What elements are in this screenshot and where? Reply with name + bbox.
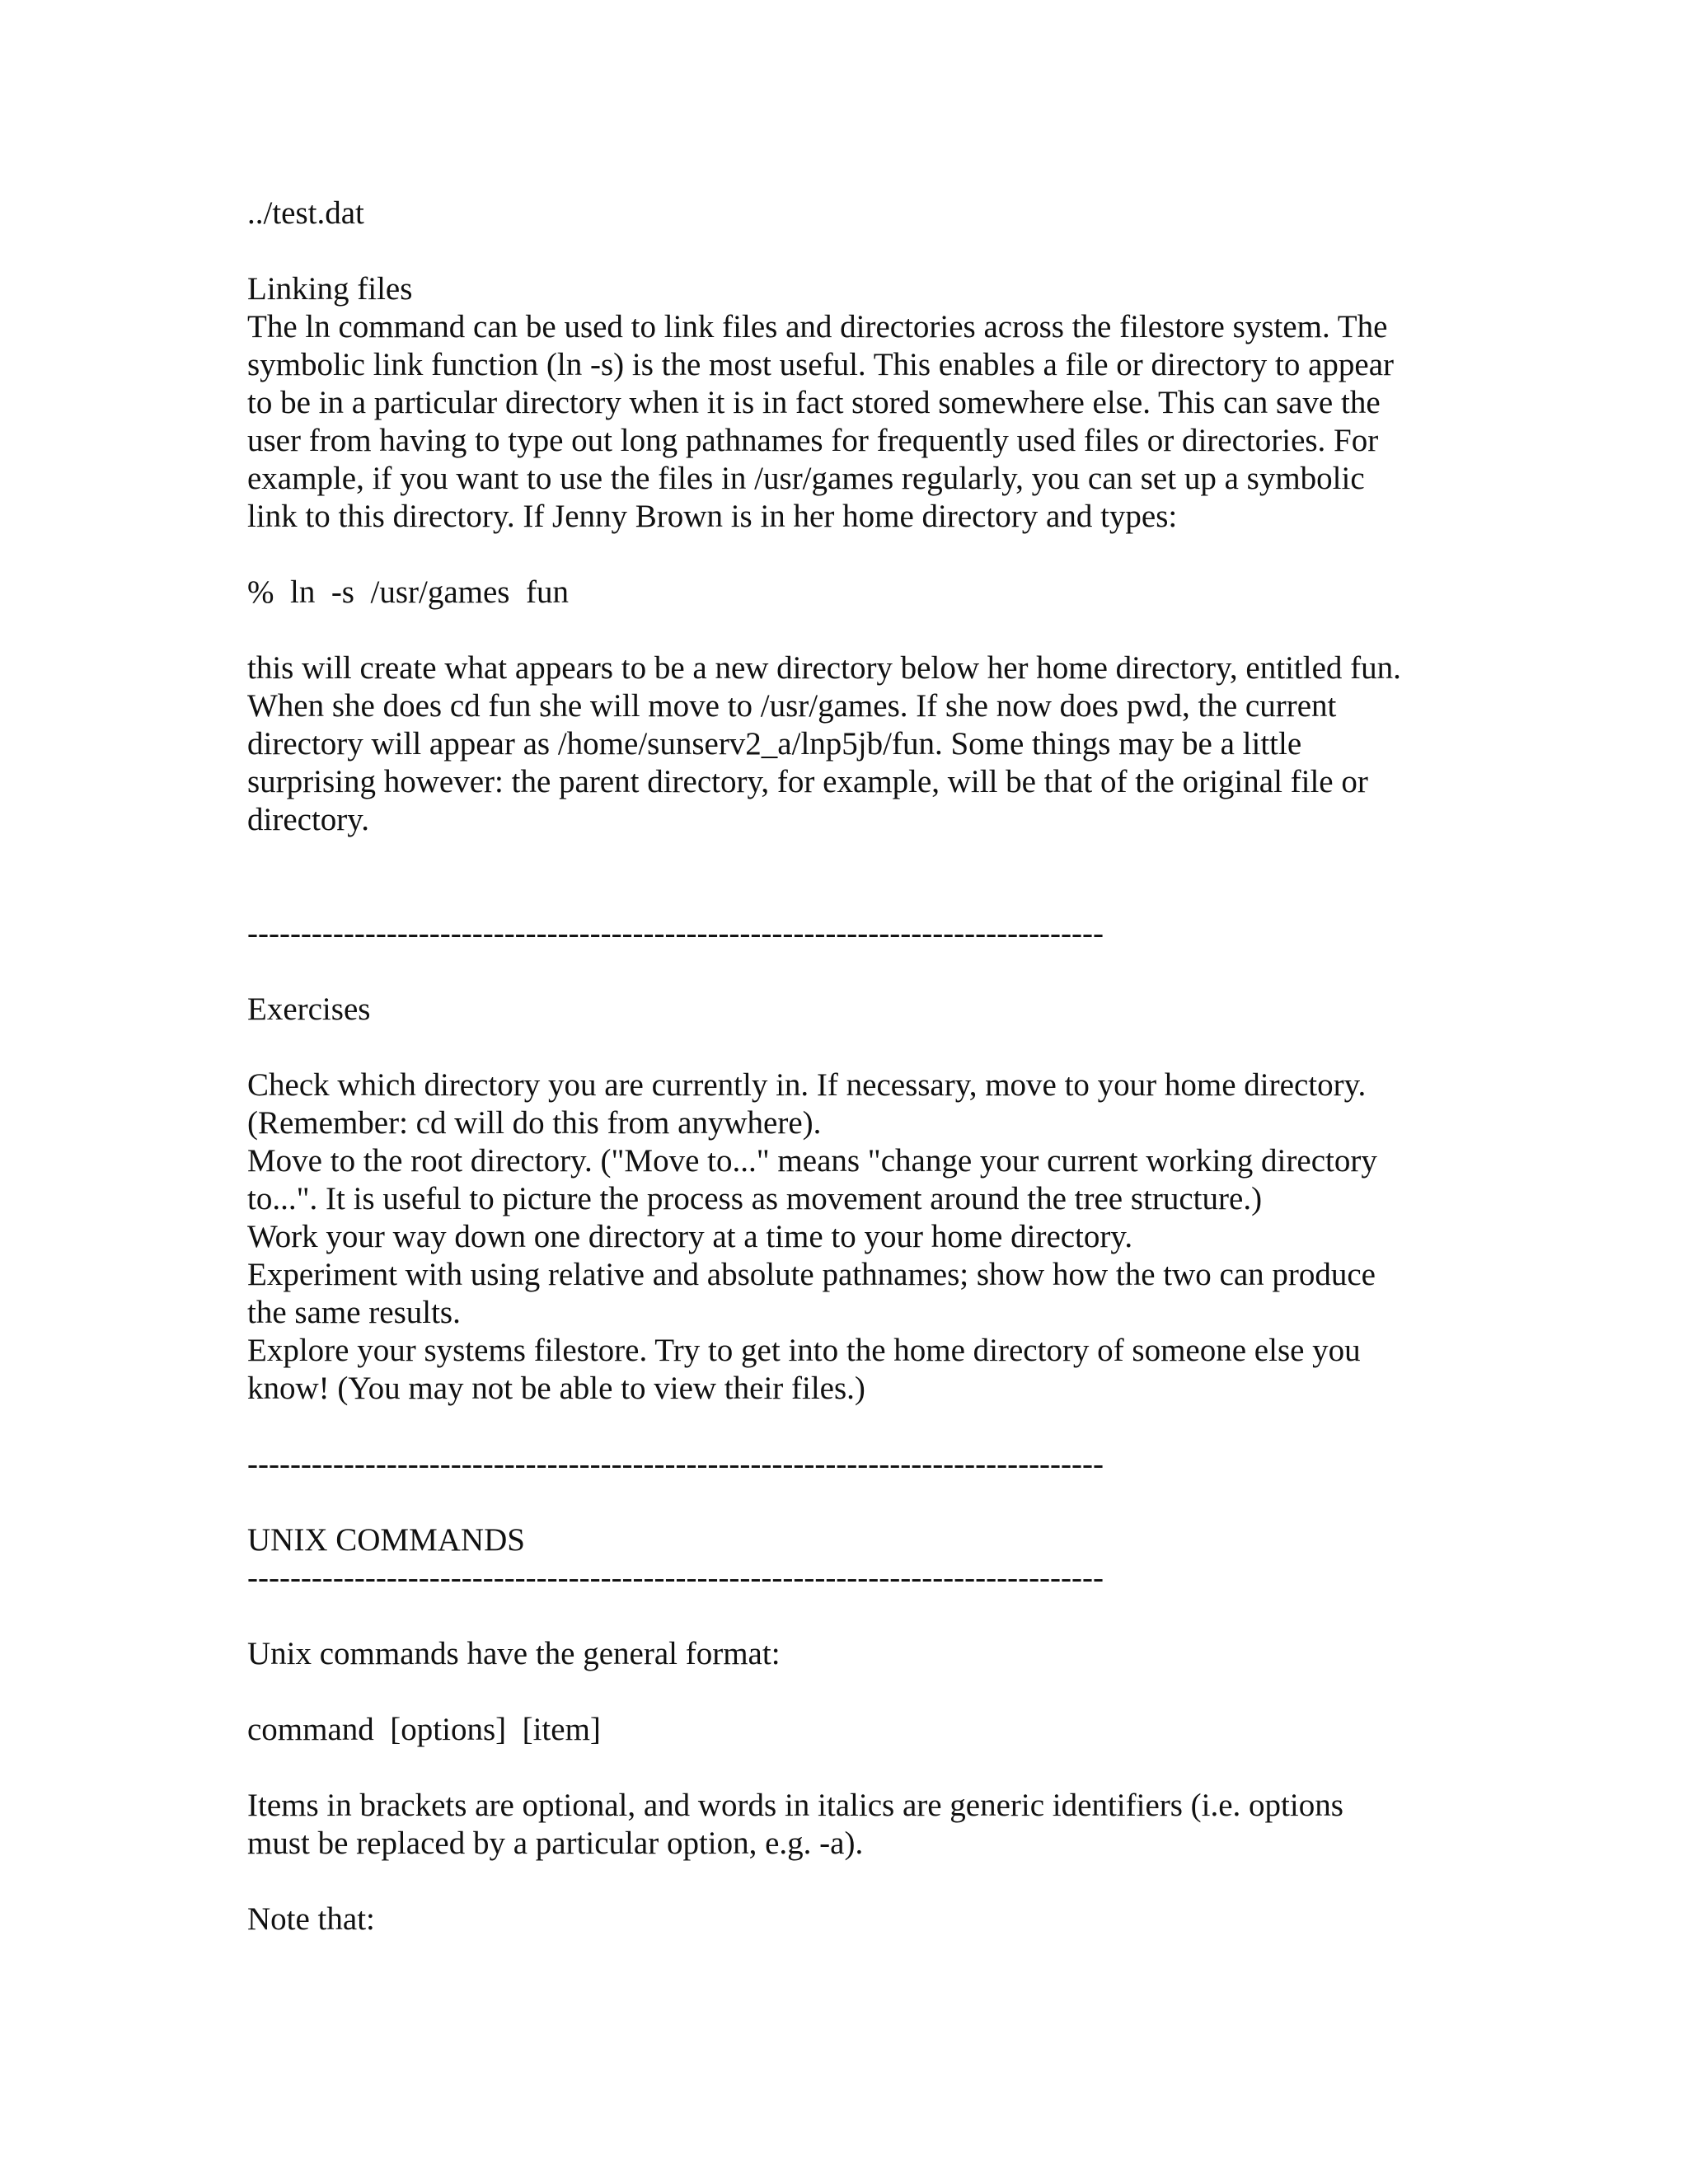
exercise-line: know! (You may not be able to view their files.) — [247, 1371, 865, 1406]
exercise-line: Work your way down one directory at a time to your home directory. — [247, 1219, 1133, 1254]
exercise-line: (Remember: cd will do this from anywhere). — [247, 1105, 822, 1141]
exercise-line: Experiment with using relative and absolute pathnames; show how the two can produce — [247, 1257, 1376, 1292]
separator-rule: -------------------------------------------------------------------------------- — [247, 1560, 1104, 1596]
items-line: Items in brackets are optional, and words in italics are generic identifiers (i.e. options — [247, 1788, 1343, 1823]
exercise-line: the same results. — [247, 1295, 461, 1330]
exercise-line: Explore your systems filestore. Try to get into the home directory of someone else you — [247, 1333, 1361, 1368]
linking-after-line: this will create what appears to be a new directory below her home directory, entitled fun. — [247, 650, 1401, 686]
unix-commands-heading: UNIX COMMANDS — [247, 1522, 525, 1558]
exercises-heading: Exercises — [247, 991, 371, 1027]
items-line: must be replaced by a particular option, e.g. -a). — [247, 1825, 864, 1861]
exercise-line: Check which directory you are currently in. If necessary, move to your home directory. — [247, 1067, 1367, 1103]
linking-after-line: surprising however: the parent directory, for example, will be that of the original file or — [247, 764, 1368, 799]
ln-command-example: % ln -s /usr/games fun — [247, 574, 569, 610]
linking-line: symbolic link function (ln -s) is the most useful. This enables a file or directory to appear — [247, 347, 1395, 382]
linking-heading: Linking files — [247, 271, 413, 307]
linking-line: user from having to type out long pathnames for frequently used files or directories. For — [247, 423, 1379, 458]
linking-after-line: directory. — [247, 802, 369, 837]
command-format: command [options] [item] — [247, 1712, 601, 1747]
unix-intro: Unix commands have the general format: — [247, 1636, 781, 1671]
linking-line: link to this directory. If Jenny Brown is in her home directory and types: — [247, 499, 1178, 534]
exercise-line: Move to the root directory. ("Move to..." means "change your current working directory — [247, 1143, 1377, 1179]
linking-after-line: directory will appear as /home/sunserv2_a/lnp5jb/fun. Some things may be a little — [247, 726, 1302, 762]
separator-rule: -------------------------------------------------------------------------------- — [247, 916, 1104, 951]
exercise-line: to...". It is useful to picture the process as movement around the tree structure.) — [247, 1181, 1263, 1216]
document-page — [247, 194, 1451, 1938]
note-line: Note that: — [247, 1901, 375, 1937]
path-line: ../test.dat — [247, 195, 364, 231]
linking-line: The ln command can be used to link files and directories across the filestore system. The — [247, 309, 1388, 344]
separator-rule: -------------------------------------------------------------------------------- — [247, 1446, 1104, 1482]
linking-after-line: When she does cd fun she will move to /usr/games. If she now does pwd, the current — [247, 688, 1337, 724]
linking-line: example, if you want to use the files in /usr/games regularly, you can set up a symbolic — [247, 461, 1365, 496]
linking-line: to be in a particular directory when it is in fact stored somewhere else. This can save the — [247, 385, 1381, 420]
